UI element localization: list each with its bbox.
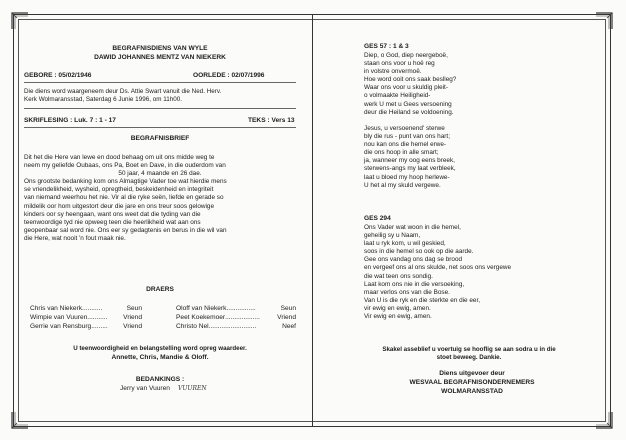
funeral-letter bbox=[24, 154, 296, 243]
hymn-294-text bbox=[364, 224, 614, 321]
divider bbox=[24, 127, 296, 128]
thanks-signature: VUUREN bbox=[178, 385, 207, 392]
scripture-reading bbox=[24, 117, 116, 125]
hymn-line: staan ons voor u hoë reg bbox=[364, 60, 435, 68]
letter-line: 50 jaar, 4 maande en 26 dae. bbox=[118, 170, 202, 178]
hymn-line: geheilig sy u Naam, bbox=[364, 232, 421, 240]
hymn-line: deur die Heiland se voldoening. bbox=[364, 108, 454, 116]
hymn-line: Van U is die ryk en die sterkte en die eer, bbox=[364, 296, 481, 304]
hymn-line: nou kan ons die hemel erwe- bbox=[364, 141, 447, 149]
letter-line: se vriendelikheid, wysheid, opregtheid, beskeidenheid en integriteit bbox=[24, 186, 214, 194]
bearer-name: Christo Nel bbox=[176, 323, 209, 330]
hymn-line: laat u ryk kom, u wil geskied, bbox=[364, 240, 446, 248]
headlights-request-end: stoet beweeg. Dankie. bbox=[436, 354, 502, 361]
hymn-line: die wat teen ons sondig. bbox=[364, 272, 433, 280]
hymn-line: U het al my skuld vergewe. bbox=[364, 181, 441, 189]
bearer-row bbox=[30, 323, 142, 331]
hymn-57-verse-1 bbox=[364, 52, 604, 117]
divider bbox=[24, 108, 296, 109]
hymn-line: bly die rus - punt van ons hart; bbox=[364, 133, 450, 141]
hymn-line: en vergeef ons al ons skulde, net soos ons vergewe bbox=[364, 264, 512, 272]
family-names: Annette, Chris, Mandie & Oloff. bbox=[111, 354, 209, 361]
hymn-line: ja, wanneer my oog eens breek, bbox=[364, 157, 455, 165]
header-title: BEGRAFNISDIENS VAN WYLE bbox=[112, 45, 208, 52]
right-page bbox=[312, 0, 626, 440]
undertaker-town: WOLMARANSSTAD bbox=[441, 388, 503, 395]
service-line: Kerk Wolmaransstad, Saterdag 6 Junie 1996, om 11h00. bbox=[24, 96, 182, 103]
letter-line: kinders oor sy heengaan, want ons weet dat die tyding van die bbox=[24, 210, 201, 218]
letter-line: teenwoordige tyd nie opweeg teen die heerlikheid wat aan ons bbox=[24, 218, 201, 226]
service-line: Die diens word waargeneem deur Ds. Attie Swart vanuit die Ned. Herv. bbox=[24, 88, 222, 95]
thanks-name bbox=[120, 385, 170, 393]
sermon-text: TEKS : Vers 13 bbox=[248, 117, 295, 124]
appreciation-note: U teenwoordigheid en belangstelling word opreg waardeer. bbox=[73, 345, 247, 352]
thanks-title: BEDANKINGS : bbox=[135, 376, 185, 383]
letter-line: Ons grootste bedanking kom ons Almagtige Vader toe wat hierdie mens bbox=[24, 178, 227, 186]
deceased-name: DAWID JOHANNES MENTZ VAN NIEKERK bbox=[94, 54, 226, 61]
bearer-relation: Seun bbox=[280, 305, 296, 312]
bearer-dots: ........... bbox=[82, 305, 103, 312]
hymn-line: die ons hoop in alle smart; bbox=[364, 149, 439, 157]
hymn-57-verse-3 bbox=[364, 125, 604, 190]
hymn-line: Hoe word ooit ons saak beslleg? bbox=[364, 76, 457, 84]
bearer-row bbox=[30, 314, 142, 322]
undertaker-name: WESVAAL BEGRAFNISONDERNEMERS bbox=[409, 379, 535, 386]
bearer-name: Wimpie van Vuuren bbox=[30, 314, 88, 321]
bearer-name: Oloff van Niekerk bbox=[176, 305, 227, 312]
hymn-line: vir ewig en ewig, amen. bbox=[364, 304, 431, 312]
letter-line: mildelik oor hom uitgestort deur die jare en ons treur soos gelowige bbox=[24, 202, 215, 210]
scripture-reading-text: SKRIFLESING : Luk. 7 : 1 - 17 bbox=[24, 117, 116, 124]
bearer-name: Chris van Niekerk bbox=[30, 305, 83, 312]
hymn-57-title: GES 57 : 1 & 3 bbox=[364, 43, 409, 50]
bearers-title: DRAERS bbox=[146, 286, 174, 293]
bearer-relation: Neef bbox=[282, 323, 296, 330]
hymn-line: maar verlos ons van die Bose. bbox=[364, 288, 450, 296]
bearer-relation: Vriend bbox=[277, 314, 296, 321]
hymn-line: Laat kom ons nie in die versoeking, bbox=[364, 280, 465, 288]
bearer-dots: .......................... bbox=[208, 323, 257, 330]
bearer-name: Peet Koekemoer bbox=[176, 314, 226, 321]
left-page bbox=[0, 0, 312, 440]
letter-line: die Here, wat nooit 'n fout maak nie. bbox=[24, 234, 126, 242]
hymn-line: Vir ewig en ewig, amen. bbox=[364, 313, 432, 321]
letter-line: van niemand weerhou het nie. Vir al die ryke seën, liefde en gerade so bbox=[24, 194, 224, 202]
hymn-294-title: GES 294 bbox=[364, 215, 391, 222]
bearer-relation: Seun bbox=[126, 305, 142, 312]
hymn-line: werk U met u Gees versoening bbox=[364, 100, 452, 108]
hymn-line: o volmaakte Heiligheid- bbox=[364, 92, 431, 100]
letter-line: geopenbaar sal word nie. Ons eer sy gedagtenis en berus in die wil van bbox=[24, 226, 227, 234]
hymn-line: Ons Vader wat woon in die hemel, bbox=[364, 224, 461, 231]
bearer-dots: ................... bbox=[225, 314, 260, 321]
death-date: OORLEDE : 02/07/1996 bbox=[193, 72, 265, 79]
letter-line: Dit het die Here van lewe en dood behaag om uit ons midde weg te bbox=[24, 154, 215, 161]
bearer-row bbox=[176, 323, 296, 331]
divider bbox=[24, 82, 296, 83]
letter-line: neem my geliefde Oubaas, ons Pa, Boet en Dave, in die ouderdom van bbox=[24, 162, 226, 170]
bearer-name: Gerrie van Rensburg bbox=[30, 323, 92, 330]
bearer-relation: Vriend bbox=[123, 323, 142, 330]
hymn-line: in volstre onvermoë. bbox=[364, 68, 422, 76]
bearer-relation: Vriend bbox=[123, 314, 142, 321]
issued-by: Diens uitgevoer deur bbox=[439, 370, 505, 377]
hymn-line: laat u bloed my hoop herlewe- bbox=[364, 173, 450, 181]
hymn-line: Waar ons voor u skuldig pleit- bbox=[364, 84, 448, 92]
bearer-row bbox=[176, 314, 296, 322]
hymn-line: Gee ons vandag ons dag se brood bbox=[364, 256, 463, 264]
hymn-line: soos in die hemel so ook op die aarde. bbox=[364, 248, 474, 256]
hymn-line: Diep, o God, diep neergeboë, bbox=[364, 52, 448, 59]
bearer-dots: ......... bbox=[91, 323, 108, 330]
bearer-row bbox=[176, 305, 296, 313]
hymn-line: sterwens-angs my laat verbleek, bbox=[364, 165, 456, 173]
thanks-name-text: Jerry van Vuuren bbox=[120, 385, 170, 392]
bearer-row bbox=[30, 305, 142, 313]
hymn-line: Jesus, u versoenend' sterwe bbox=[364, 125, 445, 132]
letter-title: BEGRAFNISBRIEF bbox=[130, 135, 190, 142]
headlights-request: Skakel asseblief u voertuig se hooflig se aan sodra u in die bbox=[382, 346, 556, 353]
bearer-dots: ................ bbox=[226, 305, 256, 312]
birth-date: GEBORE : 05/02/1946 bbox=[24, 72, 92, 79]
bearer-dots: ........... bbox=[87, 314, 108, 321]
